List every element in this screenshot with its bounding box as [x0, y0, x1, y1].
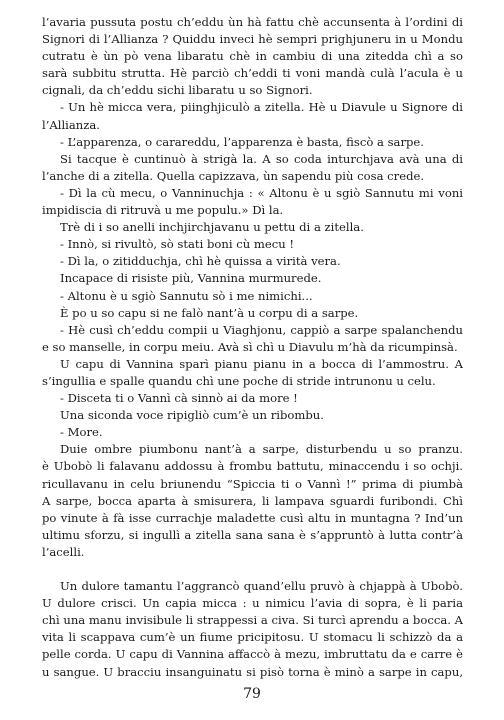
text-line: s’ingullia e spalle quandu chì une poche di stride intrunonu u celu. [42, 373, 436, 388]
text-line: - Dì la cù mecu, o Vanninuchja : « Altonu è u sgiò Sannutu mi voni [60, 185, 463, 200]
text-line: l’Allianza. [42, 117, 100, 132]
text-line: sarà subbitu strutta. Hè parciò ch’eddi ti voni mandà culà l’acula è u [42, 66, 463, 81]
text-line: cutratu è ùn pò vena libaratu chè in cambiu di una zitedda chì a so [42, 49, 463, 64]
text-line: - L’apparenza, o carareddu, l’apparenza è basta, fiscò a sarpe. [60, 134, 424, 149]
text-line: - Innò, si rivultò, sò stati boni cù mecu ! [60, 237, 295, 252]
text-line: cignali, da ch’eddu sichi libaratu u so Signori. [42, 83, 313, 98]
text-line: è Ubobò li falavanu addossu à frombu battutu, minaccendu i so ochji. [42, 459, 463, 474]
text-line: U dulore crisci. Un capia micca : u nimicu l’avia di sopra, è li paria [42, 596, 463, 611]
text-line: l’anche di a zitella. Quella capizzava, ùn sapendu più cosa crede. [42, 168, 425, 183]
text-line: A sarpe, bocca aparta à smisurera, li lampava sguardi furibondi. Chì [42, 493, 463, 508]
text-line: Una siconda voce ripigliò cum’è un ribombu. [60, 408, 324, 423]
text-line: - Hè cusì ch’eddu compii u Viaghjonu, cappiò a sarpe spalanchendu [60, 322, 463, 337]
body-text [42, 14, 463, 681]
text-line: Signori di l’Allianza ? Quiddu inveci hè sempri prighjuneru in u Mondu [42, 32, 463, 47]
text-line: u sangue. U bracciu insanguinatu si pisò torna è minò a sarpe in capu, [42, 664, 463, 679]
text-line: Si tacque è cuntinuò à strigà la. A so coda inturchjava avà una di [60, 151, 463, 166]
text-line: Duie ombre piumbonu nant’à a sarpe, disturbendu u so pranzu. [60, 442, 463, 457]
text-line: - Disceta ti o Vannì cà sinnò ai da more ! [60, 391, 298, 406]
text-line: Trè di i so anelli inchjirchjavanu u pettu di a zitella. [60, 220, 364, 235]
text-line: impidiscia di ritruvà u me populu.» Dì la. [42, 203, 284, 218]
text-line: ultimu sforzu, si ingullì a zitella sana sana è s’appruntò à lutta contr’à [42, 527, 463, 542]
text-line: e so manselle, in corpu meiu. Avà sì chì u Diavulu m’hà da ricumpinsà. [42, 339, 458, 354]
text-line: pelle corda. U capu di Vannina affaccò à mezu, imbruttatu da e carre è [42, 647, 463, 662]
text-line: Incapace di risiste più, Vannina murmurede. [60, 271, 322, 286]
text-line: - Altonu è u sgiò Sannutu sò i me nimichi... [60, 288, 313, 303]
page-number: 79 [243, 686, 261, 702]
text-line: l’avaria pussuta postu ch’eddu ùn hà fattu chè accunsenta à l’ordini di [42, 15, 463, 29]
text-line: vita li scappava cum’è un fiume pricipitosu. U stomacu li schizzò da a [42, 630, 463, 645]
paragraph-gap [42, 561, 463, 578]
text-line: ricullavanu in celu briunendu “Spiccia ti o Vannì !” prima di piumbà [42, 476, 463, 491]
text-line: chì una manu invisibule li strappessi a civa. Si turcì aprendu a bocca. A [42, 613, 463, 628]
text-line: - More. [60, 425, 103, 440]
text-line: po vinute à fà isse currachje maladette cusì altu in muntagna ? Ind’un [42, 510, 463, 525]
text-line: - Dì la, o zitidduchja, chì hè quissa a virità vera. [60, 254, 341, 269]
text-line: - Un hè micca vera, piinghjiculò a zitella. Hè u Diavule u Signore di [60, 100, 463, 115]
text-line: Un dulore tamantu l’aggrancò quand’ellu pruvò à chjappà à Ubobò. [60, 579, 463, 594]
text-line: È po u so capu si ne falò nant’à u corpu di a sarpe. [60, 305, 359, 320]
text-line: l’acelli. [42, 544, 85, 559]
text-line: U capu di Vannina sparì pianu pianu in a bocca di l’ammostru. A [60, 356, 463, 371]
